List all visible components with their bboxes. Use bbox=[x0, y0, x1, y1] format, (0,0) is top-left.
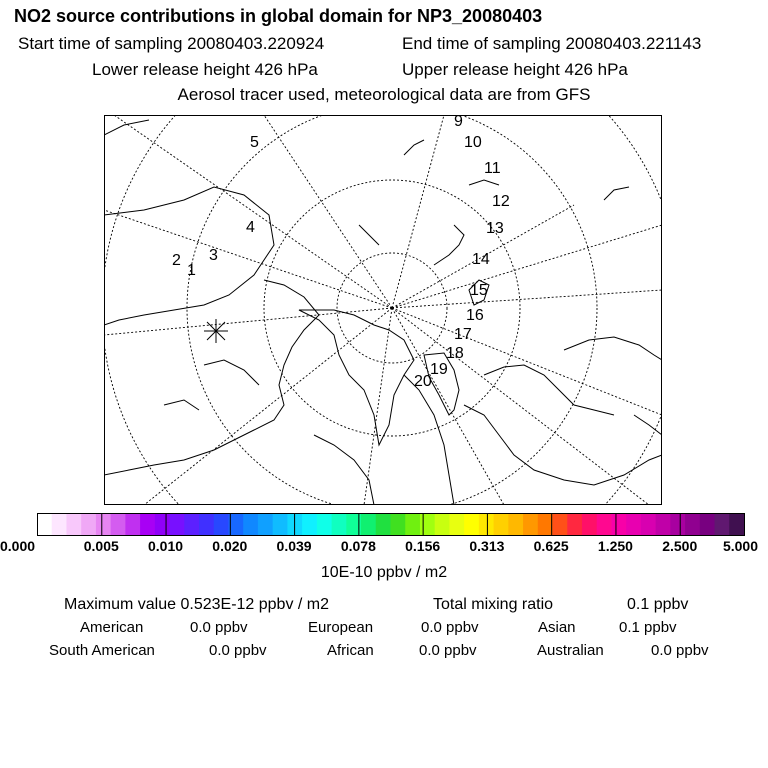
region-name: Asian bbox=[538, 619, 576, 636]
meridians bbox=[104, 115, 662, 505]
colorbar-swatch bbox=[449, 514, 464, 536]
track-label: 1 bbox=[187, 262, 196, 279]
coastlines bbox=[104, 120, 662, 505]
total-mixing-value: 0.1 ppbv bbox=[627, 596, 689, 613]
end-time-label: End time of sampling 20080403.221143 bbox=[402, 34, 702, 53]
colorbar-swatch bbox=[214, 514, 229, 536]
colorbar-tick-label: 0.020 bbox=[212, 538, 248, 554]
colorbar-swatch bbox=[700, 514, 715, 536]
colorbar-swatch bbox=[155, 514, 170, 536]
region-name: American bbox=[80, 619, 144, 636]
colorbar-tick-label: 0.078 bbox=[340, 538, 376, 554]
lower-height-label: Lower release height 426 hPa bbox=[92, 60, 318, 79]
figure-title: NO2 source contributions in global domain for NP3_20080403 bbox=[14, 6, 543, 26]
colorbar-swatch bbox=[494, 514, 509, 536]
upper-height-label: Upper release height 426 hPa bbox=[402, 60, 628, 79]
colorbar-tick-label: 0.010 bbox=[148, 538, 184, 554]
colorbar-swatch bbox=[170, 514, 185, 536]
colorbar-swatch bbox=[391, 514, 406, 536]
region-name: European bbox=[308, 619, 374, 636]
colorbar-tick-label: 0.000 bbox=[0, 538, 36, 554]
track-label: 20 bbox=[414, 373, 432, 390]
colorbar-unit: 10E-10 ppbv / m2 bbox=[320, 564, 448, 581]
colorbar-svg bbox=[37, 513, 745, 537]
max-value-label: Maximum value 0.523E-12 ppbv / m2 bbox=[64, 596, 330, 613]
track-label: 13 bbox=[486, 220, 504, 237]
colorbar-tick-label: 5.000 bbox=[722, 538, 758, 554]
colorbar-swatch bbox=[273, 514, 288, 536]
track-label: 18 bbox=[446, 345, 464, 362]
colorbar-swatch bbox=[302, 514, 317, 536]
colorbar-swatch bbox=[626, 514, 641, 536]
region-value: 0.0 ppbv bbox=[651, 642, 709, 659]
colorbar-swatch bbox=[125, 514, 140, 536]
colorbar-swatch bbox=[66, 514, 81, 536]
colorbar-swatch bbox=[405, 514, 420, 536]
colorbar-tick-label: 1.250 bbox=[597, 538, 633, 554]
region-value: 0.0 ppbv bbox=[209, 642, 267, 659]
colorbar-swatch bbox=[111, 514, 126, 536]
track-label: 15 bbox=[470, 282, 488, 299]
track-label: 14 bbox=[472, 251, 490, 268]
track-label: 9 bbox=[454, 115, 463, 130]
colorbar-swatch bbox=[508, 514, 523, 536]
colorbar-swatch bbox=[420, 514, 435, 536]
track-label: 5 bbox=[250, 134, 259, 151]
total-mixing-label: Total mixing ratio bbox=[433, 596, 554, 613]
polar-map-svg bbox=[104, 115, 662, 505]
region-value: 0.1 ppbv bbox=[619, 619, 677, 636]
colorbar-swatch bbox=[361, 514, 376, 536]
region-name: South American bbox=[49, 642, 155, 659]
colorbar-swatch bbox=[332, 514, 347, 536]
colorbar-swatch bbox=[523, 514, 538, 536]
colorbar-swatch bbox=[52, 514, 67, 536]
colorbar-swatch bbox=[464, 514, 479, 536]
colorbar-swatch bbox=[715, 514, 730, 536]
colorbar-tick-label: 0.039 bbox=[276, 538, 312, 554]
polar-map bbox=[104, 115, 662, 505]
colorbar-swatch bbox=[96, 514, 111, 536]
colorbar-swatch bbox=[567, 514, 582, 536]
colorbar-swatch bbox=[729, 514, 744, 536]
colorbar-swatch bbox=[685, 514, 700, 536]
colorbar-swatch bbox=[479, 514, 494, 536]
track-label: 2 bbox=[172, 252, 181, 269]
colorbar-swatch bbox=[641, 514, 656, 536]
track-label: 16 bbox=[466, 307, 484, 324]
colorbar bbox=[37, 513, 745, 542]
colorbar-swatch bbox=[199, 514, 214, 536]
colorbar-swatch bbox=[582, 514, 597, 536]
colorbar-tick-label: 0.625 bbox=[533, 538, 569, 554]
track-label: 17 bbox=[454, 326, 472, 343]
start-time-label: Start time of sampling 20080403.220924 bbox=[18, 34, 325, 53]
colorbar-swatch bbox=[376, 514, 391, 536]
colorbar-tick-label: 0.156 bbox=[405, 538, 441, 554]
track-label: 3 bbox=[209, 247, 218, 264]
region-value: 0.0 ppbv bbox=[421, 619, 479, 636]
colorbar-swatch bbox=[656, 514, 671, 536]
track-label: 10 bbox=[464, 134, 482, 151]
colorbar-swatch bbox=[670, 514, 685, 536]
colorbar-swatch bbox=[81, 514, 96, 536]
region-value: 0.0 ppbv bbox=[190, 619, 248, 636]
colorbar-swatch bbox=[243, 514, 258, 536]
region-name: Australian bbox=[537, 642, 604, 659]
track-label: 19 bbox=[430, 361, 448, 378]
colorbar-swatch bbox=[258, 514, 273, 536]
colorbar-swatch bbox=[553, 514, 568, 536]
colorbar-tick-label: 0.005 bbox=[83, 538, 119, 554]
colorbar-swatch bbox=[317, 514, 332, 536]
colorbar-tick-label: 2.500 bbox=[662, 538, 698, 554]
latitude-circles bbox=[104, 115, 662, 505]
data-source-note: Aerosol tracer used, meteorological data are from GFS bbox=[177, 85, 591, 104]
track-label: 12 bbox=[492, 193, 510, 210]
track-label: 11 bbox=[484, 160, 501, 177]
colorbar-swatch bbox=[597, 514, 612, 536]
colorbar-swatch bbox=[184, 514, 199, 536]
release-point-marker bbox=[204, 319, 228, 343]
colorbar-swatch bbox=[611, 514, 626, 536]
region-value: 0.0 ppbv bbox=[419, 642, 477, 659]
track-label: 4 bbox=[246, 219, 255, 236]
colorbar-swatch bbox=[538, 514, 553, 536]
colorbar-swatch bbox=[435, 514, 450, 536]
region-name: African bbox=[327, 642, 374, 659]
colorbar-swatch bbox=[37, 514, 52, 536]
map-border bbox=[105, 116, 662, 505]
colorbar-tick-label: 0.313 bbox=[469, 538, 505, 554]
colorbar-swatch bbox=[140, 514, 155, 536]
